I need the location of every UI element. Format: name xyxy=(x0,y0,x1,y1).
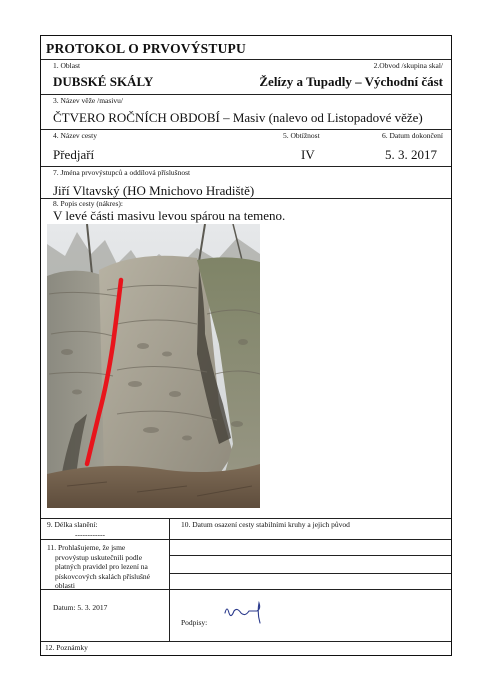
divider xyxy=(41,539,451,540)
date-signed xyxy=(53,604,107,612)
declaration-line: platných pravidel pro lezení na xyxy=(55,562,148,572)
climbers-label: 7. Jména prvovýstupců a oddílová příslušnost xyxy=(53,168,191,177)
region-label: 2.Obvod /skupina skal/ xyxy=(373,61,443,70)
area-label: 1. Oblast xyxy=(53,61,81,70)
date-signed-value: 5. 3. 2017 xyxy=(77,603,108,612)
description-value: V levé části masivu levou spárou na temeno. xyxy=(53,208,286,223)
divider xyxy=(41,641,451,642)
declaration-line: prvovýstup uskutečnili podle xyxy=(55,552,143,562)
rappel-label: 9. Délka slanění: xyxy=(47,520,98,529)
notes-label: 12. Poznámky xyxy=(45,643,88,652)
first-ascent-form xyxy=(40,35,452,656)
route-photo xyxy=(47,224,260,508)
declaration-text xyxy=(47,543,165,591)
tower-label: 3. Název věže /masivu/ xyxy=(53,96,123,105)
completion-date-value: 5. 3. 2017 xyxy=(385,147,437,162)
form-title: PROTOKOL O PRVOVÝSTUPU xyxy=(46,41,246,56)
description-label: 8. Popis cesty (nákres): xyxy=(53,199,123,208)
date-signed-label: Datum: xyxy=(53,603,76,612)
divider xyxy=(41,518,451,519)
signatures-label: Podpisy: xyxy=(181,618,208,627)
climbers-value: Jiří Vltavský (HO Mnichovo Hradiště) xyxy=(53,183,255,198)
completion-date-label: 6. Datum dokončení xyxy=(381,131,443,140)
difficulty-label: 5. Obtížnost xyxy=(283,131,320,140)
divider xyxy=(41,59,451,60)
divider xyxy=(41,129,451,130)
line xyxy=(169,555,451,556)
region-value: Želízy a Tupadly – Východní část xyxy=(259,74,443,89)
line xyxy=(169,573,451,574)
route-name-value: Předjaří xyxy=(53,147,95,162)
tower-value: ČTVERO ROČNÍCH OBDOBÍ – Masiv (nalevo od Listopadové věže) xyxy=(53,110,423,125)
rappel-value: ------------ xyxy=(75,530,105,539)
divider xyxy=(41,166,451,167)
route-name-label: 4. Název cesty xyxy=(53,131,97,140)
difficulty-value: IV xyxy=(301,147,315,162)
signature-image xyxy=(221,599,267,629)
declaration-line: oblasti xyxy=(55,581,75,591)
column-divider xyxy=(169,518,170,641)
area-value: DUBSKÉ SKÁLY xyxy=(53,74,154,89)
declaration-line: pískovcových skalách příslušné xyxy=(55,571,150,581)
bolts-label: 10. Datum osazení cesty stabilními kruhy a jejich původ xyxy=(181,520,350,529)
divider xyxy=(41,94,451,95)
declaration-line: 11. Prohlašujeme, že jsme xyxy=(47,543,126,552)
